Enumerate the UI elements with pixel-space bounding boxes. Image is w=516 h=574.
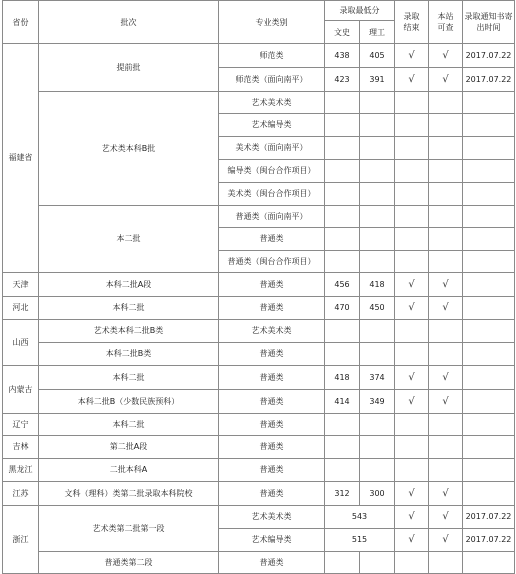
- date-zj2: 2017.07.22: [463, 529, 515, 552]
- batch-zhejiang-1: 艺术类第二批第一段: [39, 506, 219, 552]
- category-neimenggu-2: 普通类: [219, 390, 325, 414]
- empty-cell: [463, 137, 515, 160]
- empty-cell: [429, 228, 463, 251]
- empty-cell: [325, 414, 360, 436]
- site-query-check: √: [429, 482, 463, 506]
- category-jilin: 普通类: [219, 436, 325, 459]
- score-nm1-sci: 374: [360, 366, 395, 390]
- category-fj1: 师范类: [219, 44, 325, 68]
- score-fj1-sci: 405: [360, 44, 395, 68]
- category-fj6: 编导类（闽台合作项目）: [219, 160, 325, 183]
- empty-cell: [325, 92, 360, 114]
- province-tianjin: 天津: [3, 273, 39, 297]
- category-zhejiang-1: 艺术美术类: [219, 506, 325, 529]
- empty-cell: [463, 343, 515, 366]
- empty-cell: [463, 320, 515, 343]
- category-hebei: 普通类: [219, 297, 325, 320]
- batch-liaoning: 本科二批: [39, 414, 219, 436]
- header-admit-end-line1: 录取: [403, 12, 420, 21]
- empty-cell: [360, 206, 395, 228]
- header-province: 省份: [3, 1, 39, 44]
- province-liaoning: 辽宁: [3, 414, 39, 436]
- empty-cell: [325, 251, 360, 273]
- category-zhejiang-3: 普通类: [219, 552, 325, 574]
- category-fj5: 美术类（面向南平）: [219, 137, 325, 160]
- admit-end-check: √: [395, 44, 429, 68]
- score-nm1-arts: 418: [325, 366, 360, 390]
- score-fj1-arts: 438: [325, 44, 360, 68]
- empty-cell: [463, 228, 515, 251]
- site-query-check: √: [429, 44, 463, 68]
- province-fujian: 福建省: [3, 44, 39, 273]
- empty-cell: [395, 206, 429, 228]
- batch-ben-er: 本二批: [39, 206, 219, 273]
- empty-cell: [429, 137, 463, 160]
- empty-cell: [429, 459, 463, 482]
- province-neimenggu: 内蒙古: [3, 366, 39, 414]
- empty-cell: [395, 343, 429, 366]
- empty-cell: [463, 114, 515, 137]
- header-arts: 文史: [325, 21, 360, 44]
- empty-cell: [429, 343, 463, 366]
- empty-cell: [395, 183, 429, 206]
- batch-shanxi-2: 本科二批B类: [39, 343, 219, 366]
- category-fj3: 艺术美术类: [219, 92, 325, 114]
- batch-zhejiang-2: 普通类第二段: [39, 552, 219, 574]
- empty-cell: [325, 320, 360, 343]
- empty-cell: [360, 414, 395, 436]
- batch-heilongjiang: 二批本科A: [39, 459, 219, 482]
- score-fj2-sci: 391: [360, 68, 395, 92]
- empty-cell: [463, 92, 515, 114]
- empty-cell: [429, 114, 463, 137]
- category-fj9: 普通类: [219, 228, 325, 251]
- empty-cell: [463, 206, 515, 228]
- empty-cell: [325, 436, 360, 459]
- header-notice-time-line2: 出时间: [476, 23, 501, 32]
- empty-cell: [463, 297, 515, 320]
- date-fj1: 2017.07.22: [463, 44, 515, 68]
- site-query-check: √: [429, 366, 463, 390]
- category-liaoning: 普通类: [219, 414, 325, 436]
- batch-shanxi-1: 艺术类本科二批B类: [39, 320, 219, 343]
- category-fj7: 美术类（闽台合作项目）: [219, 183, 325, 206]
- category-tianjin: 普通类: [219, 273, 325, 297]
- empty-cell: [325, 114, 360, 137]
- empty-cell: [463, 414, 515, 436]
- empty-cell: [360, 92, 395, 114]
- empty-cell: [395, 320, 429, 343]
- empty-cell: [395, 137, 429, 160]
- admit-end-check: √: [395, 297, 429, 320]
- category-neimenggu-1: 普通类: [219, 366, 325, 390]
- empty-cell: [463, 273, 515, 297]
- header-batch: 批次: [39, 1, 219, 44]
- empty-cell: [395, 552, 429, 574]
- province-zhejiang: 浙江: [3, 506, 39, 574]
- empty-cell: [463, 459, 515, 482]
- empty-cell: [360, 320, 395, 343]
- header-notice-time-line1: 录取通知书寄: [464, 12, 513, 21]
- score-nm2-arts: 414: [325, 390, 360, 414]
- score-tj-arts: 456: [325, 273, 360, 297]
- header-science: 理工: [360, 21, 395, 44]
- admit-end-check: √: [395, 482, 429, 506]
- empty-cell: [429, 552, 463, 574]
- province-jiangsu: 江苏: [3, 482, 39, 506]
- empty-cell: [395, 92, 429, 114]
- empty-cell: [360, 251, 395, 273]
- score-zj1: 543: [325, 506, 395, 529]
- empty-cell: [325, 228, 360, 251]
- date-fj2: 2017.07.22: [463, 68, 515, 92]
- province-jilin: 吉林: [3, 436, 39, 459]
- admit-end-check: √: [395, 390, 429, 414]
- empty-cell: [463, 390, 515, 414]
- admit-end-check: √: [395, 529, 429, 552]
- empty-cell: [325, 137, 360, 160]
- batch-jilin: 第二批A段: [39, 436, 219, 459]
- empty-cell: [325, 343, 360, 366]
- score-js-arts: 312: [325, 482, 360, 506]
- batch-hebei: 本科二批: [39, 297, 219, 320]
- batch-jiangsu: 文科（理科）类第二批录取本科院校: [39, 482, 219, 506]
- empty-cell: [360, 343, 395, 366]
- empty-cell: [395, 114, 429, 137]
- empty-cell: [360, 552, 395, 574]
- empty-cell: [360, 436, 395, 459]
- header-category: 专业类别: [219, 1, 325, 44]
- score-hb-sci: 450: [360, 297, 395, 320]
- empty-cell: [360, 114, 395, 137]
- category-fj2: 师范类（面向南平）: [219, 68, 325, 92]
- empty-cell: [325, 160, 360, 183]
- empty-cell: [395, 251, 429, 273]
- score-hb-arts: 470: [325, 297, 360, 320]
- admit-end-check: √: [395, 366, 429, 390]
- empty-cell: [463, 366, 515, 390]
- header-notice-time: [463, 1, 515, 44]
- empty-cell: [395, 228, 429, 251]
- header-admit-end: [395, 1, 429, 44]
- empty-cell: [360, 160, 395, 183]
- score-nm2-sci: 349: [360, 390, 395, 414]
- batch-tiqian: 提前批: [39, 44, 219, 92]
- empty-cell: [463, 482, 515, 506]
- empty-cell: [325, 206, 360, 228]
- empty-cell: [360, 459, 395, 482]
- empty-cell: [429, 251, 463, 273]
- admission-table: [2, 0, 515, 574]
- empty-cell: [395, 160, 429, 183]
- header-site-query-line2: 可查: [437, 23, 454, 32]
- empty-cell: [325, 459, 360, 482]
- empty-cell: [463, 160, 515, 183]
- empty-cell: [429, 206, 463, 228]
- empty-cell: [429, 414, 463, 436]
- category-fj8: 普通类（面向南平）: [219, 206, 325, 228]
- category-fj10: 普通类（闽台合作项目）: [219, 251, 325, 273]
- score-js-sci: 300: [360, 482, 395, 506]
- batch-neimenggu-1: 本科二批: [39, 366, 219, 390]
- site-query-check: √: [429, 390, 463, 414]
- header-site-query-line1: 本站: [437, 12, 454, 21]
- score-zj2: 515: [325, 529, 395, 552]
- category-heilongjiang: 普通类: [219, 459, 325, 482]
- empty-cell: [463, 183, 515, 206]
- admit-end-check: √: [395, 506, 429, 529]
- empty-cell: [429, 183, 463, 206]
- category-jiangsu: 普通类: [219, 482, 325, 506]
- site-query-check: √: [429, 529, 463, 552]
- score-fj2-arts: 423: [325, 68, 360, 92]
- empty-cell: [325, 183, 360, 206]
- header-admit-end-line2: 结束: [403, 23, 420, 32]
- admit-end-check: √: [395, 273, 429, 297]
- empty-cell: [395, 436, 429, 459]
- empty-cell: [395, 459, 429, 482]
- province-heilongjiang: 黑龙江: [3, 459, 39, 482]
- header-min-score: 录取最低分: [325, 1, 395, 21]
- empty-cell: [360, 228, 395, 251]
- date-zj1: 2017.07.22: [463, 506, 515, 529]
- empty-cell: [395, 414, 429, 436]
- empty-cell: [429, 320, 463, 343]
- site-query-check: √: [429, 297, 463, 320]
- empty-cell: [429, 160, 463, 183]
- empty-cell: [429, 92, 463, 114]
- batch-yishu-benke: 艺术类本科B批: [39, 92, 219, 206]
- empty-cell: [463, 251, 515, 273]
- category-zhejiang-2: 艺术编导类: [219, 529, 325, 552]
- site-query-check: √: [429, 68, 463, 92]
- empty-cell: [463, 552, 515, 574]
- admit-end-check: √: [395, 68, 429, 92]
- score-tj-sci: 418: [360, 273, 395, 297]
- province-shanxi: 山西: [3, 320, 39, 366]
- empty-cell: [429, 436, 463, 459]
- header-site-query: [429, 1, 463, 44]
- empty-cell: [463, 436, 515, 459]
- batch-neimenggu-2: 本科二批B（少数民族预科）: [39, 390, 219, 414]
- category-shanxi-2: 普通类: [219, 343, 325, 366]
- empty-cell: [325, 552, 360, 574]
- batch-tianjin: 本科二批A段: [39, 273, 219, 297]
- site-query-check: √: [429, 273, 463, 297]
- empty-cell: [360, 137, 395, 160]
- empty-cell: [360, 183, 395, 206]
- site-query-check: √: [429, 506, 463, 529]
- province-hebei: 河北: [3, 297, 39, 320]
- category-fj4: 艺术编导类: [219, 114, 325, 137]
- category-shanxi-1: 艺术美术类: [219, 320, 325, 343]
